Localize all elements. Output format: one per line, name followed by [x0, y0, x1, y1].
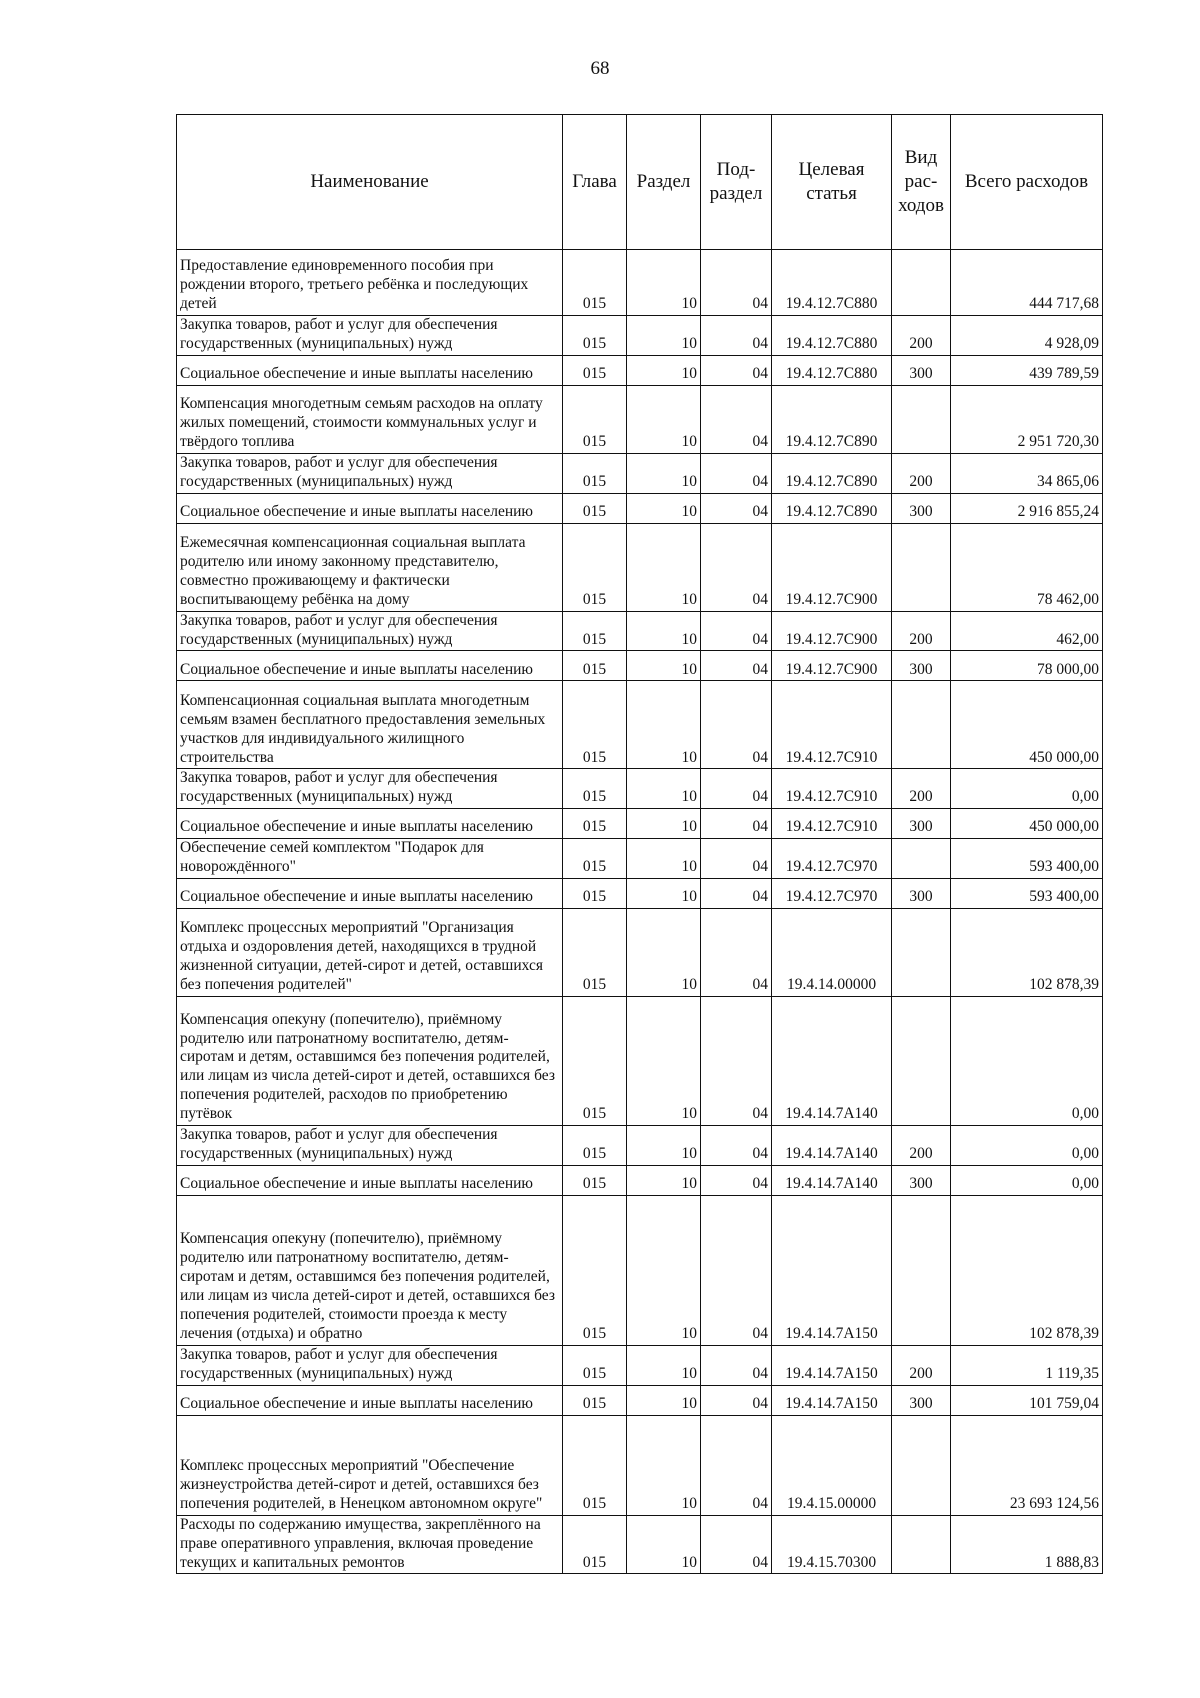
row-section-cell: 10	[627, 909, 701, 997]
table-row	[177, 1195, 1103, 1345]
row-kind-cell: 300	[892, 809, 951, 839]
row-chapter-cell: 015	[563, 1385, 627, 1415]
row-total-cell: 34 865,06	[951, 453, 1103, 493]
table-row	[177, 523, 1103, 611]
row-target-cell: 19.4.12.7С900	[772, 651, 892, 681]
header-expense-type: Вид рас- ходов	[892, 115, 951, 250]
row-total-cell: 0,00	[951, 1126, 1103, 1166]
row-subsection-cell: 04	[701, 493, 772, 523]
row-kind-cell	[892, 909, 951, 997]
row-name-cell: Социальное обеспечение и иные выплаты населению	[177, 1385, 563, 1415]
table-row	[177, 879, 1103, 909]
row-target-cell: 19.4.12.7С910	[772, 681, 892, 769]
row-chapter-cell: 015	[563, 1165, 627, 1195]
row-target-cell: 19.4.14.7А150	[772, 1195, 892, 1345]
row-subsection-cell: 04	[701, 1385, 772, 1415]
row-section-cell: 10	[627, 385, 701, 453]
table-row	[177, 909, 1103, 997]
row-name-cell: Закупка товаров, работ и услуг для обеспечения государственных (муниципальных) нужд	[177, 316, 563, 356]
row-target-cell: 19.4.12.7С900	[772, 523, 892, 611]
row-total-cell: 444 717,68	[951, 250, 1103, 316]
row-target-cell: 19.4.14.7А150	[772, 1345, 892, 1385]
row-chapter-cell: 015	[563, 839, 627, 879]
row-kind-cell	[892, 1195, 951, 1345]
row-total-cell: 450 000,00	[951, 809, 1103, 839]
row-subsection-cell: 04	[701, 879, 772, 909]
row-kind-cell: 200	[892, 769, 951, 809]
row-section-cell: 10	[627, 1385, 701, 1415]
row-chapter-cell: 015	[563, 879, 627, 909]
header-name: Наименование	[177, 115, 563, 250]
table-header-row	[177, 115, 1103, 250]
row-target-cell: 19.4.15.70300	[772, 1515, 892, 1574]
row-subsection-cell: 04	[701, 839, 772, 879]
row-kind-cell: 200	[892, 1345, 951, 1385]
row-section-cell: 10	[627, 523, 701, 611]
row-section-cell: 10	[627, 1126, 701, 1166]
row-subsection-cell: 04	[701, 1126, 772, 1166]
row-name-cell: Закупка товаров, работ и услуг для обеспечения государственных (муниципальных) нужд	[177, 611, 563, 651]
row-target-cell: 19.4.12.7С910	[772, 769, 892, 809]
row-name-cell: Компенсация опекуну (попечителю), приёмному родителю или патронатному воспитателю, детям-сиротам и детям, оставшимся без попечения родителей, или лицам из числа детей-сирот и детей, оставшихся без попечения родителей, расходов по приобретению путёвок	[177, 997, 563, 1126]
header-subsection: Под- раздел	[701, 115, 772, 250]
row-total-cell: 450 000,00	[951, 681, 1103, 769]
row-name-cell: Закупка товаров, работ и услуг для обеспечения государственных (муниципальных) нужд	[177, 1345, 563, 1385]
row-chapter-cell: 015	[563, 1195, 627, 1345]
table-row	[177, 651, 1103, 681]
row-name-cell: Комплекс процессных мероприятий "Организация отдыха и оздоровления детей, находящихся в трудной жизненной ситуации, детей-сирот и детей, оставшихся без попечения родителей"	[177, 909, 563, 997]
row-total-cell: 78 000,00	[951, 651, 1103, 681]
row-chapter-cell: 015	[563, 769, 627, 809]
row-name-cell: Социальное обеспечение и иные выплаты населению	[177, 493, 563, 523]
row-target-cell: 19.4.12.7С900	[772, 611, 892, 651]
row-chapter-cell: 015	[563, 611, 627, 651]
row-section-cell: 10	[627, 839, 701, 879]
row-chapter-cell: 015	[563, 651, 627, 681]
row-name-cell: Компенсация многодетным семьям расходов на оплату жилых помещений, стоимости коммунальных услуг и твёрдого топлива	[177, 385, 563, 453]
row-name-cell: Социальное обеспечение и иные выплаты населению	[177, 1165, 563, 1195]
row-name-cell: Закупка товаров, работ и услуг для обеспечения государственных (муниципальных) нужд	[177, 453, 563, 493]
row-kind-cell: 200	[892, 453, 951, 493]
row-chapter-cell: 015	[563, 523, 627, 611]
row-subsection-cell: 04	[701, 1415, 772, 1515]
row-name-cell: Ежемесячная компенсационная социальная выплата родителю или иному законному представителю, совместно проживающему и фактически воспитывающему ребёнка на дому	[177, 523, 563, 611]
table-row	[177, 1165, 1103, 1195]
row-section-cell: 10	[627, 1165, 701, 1195]
row-chapter-cell: 015	[563, 1345, 627, 1385]
row-chapter-cell: 015	[563, 1415, 627, 1515]
row-target-cell: 19.4.12.7С880	[772, 316, 892, 356]
header-chapter: Глава	[563, 115, 627, 250]
row-total-cell: 2 916 855,24	[951, 493, 1103, 523]
row-subsection-cell: 04	[701, 355, 772, 385]
row-chapter-cell: 015	[563, 909, 627, 997]
row-subsection-cell: 04	[701, 385, 772, 453]
row-kind-cell	[892, 681, 951, 769]
row-total-cell: 23 693 124,56	[951, 1415, 1103, 1515]
row-target-cell: 19.4.12.7С970	[772, 879, 892, 909]
row-section-cell: 10	[627, 611, 701, 651]
row-name-cell: Обеспечение семей комплектом "Подарок для новорождённого"	[177, 839, 563, 879]
row-kind-cell: 200	[892, 611, 951, 651]
row-subsection-cell: 04	[701, 611, 772, 651]
row-target-cell: 19.4.14.7А140	[772, 997, 892, 1126]
row-target-cell: 19.4.14.00000	[772, 909, 892, 997]
header-target-article: Целевая статья	[772, 115, 892, 250]
row-subsection-cell: 04	[701, 809, 772, 839]
row-target-cell: 19.4.12.7С970	[772, 839, 892, 879]
table-row	[177, 809, 1103, 839]
row-total-cell: 4 928,09	[951, 316, 1103, 356]
row-section-cell: 10	[627, 769, 701, 809]
table-row	[177, 316, 1103, 356]
row-total-cell: 101 759,04	[951, 1385, 1103, 1415]
row-total-cell: 439 789,59	[951, 355, 1103, 385]
row-name-cell: Компенсационная социальная выплата многодетным семьям взамен бесплатного предоставления земельных участков для индивидуального жилищного строительства	[177, 681, 563, 769]
row-subsection-cell: 04	[701, 909, 772, 997]
row-chapter-cell: 015	[563, 493, 627, 523]
row-subsection-cell: 04	[701, 997, 772, 1126]
row-total-cell: 78 462,00	[951, 523, 1103, 611]
row-chapter-cell: 015	[563, 1515, 627, 1574]
table-row	[177, 611, 1103, 651]
row-kind-cell	[892, 839, 951, 879]
row-name-cell: Социальное обеспечение и иные выплаты населению	[177, 651, 563, 681]
row-chapter-cell: 015	[563, 355, 627, 385]
row-chapter-cell: 015	[563, 1126, 627, 1166]
row-kind-cell: 300	[892, 1165, 951, 1195]
row-kind-cell: 300	[892, 1385, 951, 1415]
row-kind-cell: 200	[892, 316, 951, 356]
page-number: 68	[590, 58, 610, 79]
row-subsection-cell: 04	[701, 250, 772, 316]
row-kind-cell: 300	[892, 879, 951, 909]
row-chapter-cell: 015	[563, 316, 627, 356]
row-subsection-cell: 04	[701, 769, 772, 809]
row-total-cell: 0,00	[951, 769, 1103, 809]
row-name-cell: Предоставление единовременного пособия при рождении второго, третьего ребёнка и последующих детей	[177, 250, 563, 316]
row-total-cell: 102 878,39	[951, 909, 1103, 997]
table-row	[177, 250, 1103, 316]
row-kind-cell: 200	[892, 1126, 951, 1166]
table-row	[177, 997, 1103, 1126]
row-target-cell: 19.4.14.7А150	[772, 1385, 892, 1415]
table-row	[177, 769, 1103, 809]
row-section-cell: 10	[627, 809, 701, 839]
row-target-cell: 19.4.12.7С880	[772, 355, 892, 385]
row-chapter-cell: 015	[563, 385, 627, 453]
row-total-cell: 2 951 720,30	[951, 385, 1103, 453]
row-name-cell: Компенсация опекуну (попечителю), приёмному родителю или патронатному воспитателю, детям-сиротам и детям, оставшимся без попечения родителей, или лицам из числа детей-сирот и детей, оставшихся без попечения родителей, стоимости проезда к месту лечения (отдыха) и обратно	[177, 1195, 563, 1345]
row-kind-cell: 300	[892, 355, 951, 385]
row-section-cell: 10	[627, 1345, 701, 1385]
row-subsection-cell: 04	[701, 523, 772, 611]
row-target-cell: 19.4.12.7С890	[772, 493, 892, 523]
row-section-cell: 10	[627, 355, 701, 385]
row-chapter-cell: 015	[563, 250, 627, 316]
row-kind-cell: 300	[892, 493, 951, 523]
table-row	[177, 1515, 1103, 1574]
row-section-cell: 10	[627, 1415, 701, 1515]
row-target-cell: 19.4.15.00000	[772, 1415, 892, 1515]
row-section-cell: 10	[627, 681, 701, 769]
row-chapter-cell: 015	[563, 681, 627, 769]
row-subsection-cell: 04	[701, 681, 772, 769]
row-section-cell: 10	[627, 453, 701, 493]
row-kind-cell	[892, 1415, 951, 1515]
table-row	[177, 493, 1103, 523]
row-name-cell: Расходы по содержанию имущества, закреплённого на праве оперативного управления, включая проведение текущих и капитальных ремонтов	[177, 1515, 563, 1574]
table-row	[177, 355, 1103, 385]
row-target-cell: 19.4.12.7С910	[772, 809, 892, 839]
row-kind-cell: 300	[892, 651, 951, 681]
row-name-cell: Закупка товаров, работ и услуг для обеспечения государственных (муниципальных) нужд	[177, 1126, 563, 1166]
row-section-cell: 10	[627, 651, 701, 681]
row-total-cell: 462,00	[951, 611, 1103, 651]
row-kind-cell	[892, 385, 951, 453]
row-name-cell: Закупка товаров, работ и услуг для обеспечения государственных (муниципальных) нужд	[177, 769, 563, 809]
row-kind-cell	[892, 250, 951, 316]
row-kind-cell	[892, 997, 951, 1126]
row-total-cell: 1 119,35	[951, 1345, 1103, 1385]
row-total-cell: 0,00	[951, 1165, 1103, 1195]
table-row	[177, 839, 1103, 879]
table-row	[177, 453, 1103, 493]
header-section: Раздел	[627, 115, 701, 250]
row-name-cell: Социальное обеспечение и иные выплаты населению	[177, 809, 563, 839]
row-section-cell: 10	[627, 879, 701, 909]
row-name-cell: Социальное обеспечение и иные выплаты населению	[177, 355, 563, 385]
row-subsection-cell: 04	[701, 651, 772, 681]
row-total-cell: 102 878,39	[951, 1195, 1103, 1345]
header-total-expenses: Всего расходов	[951, 115, 1103, 250]
row-total-cell: 593 400,00	[951, 839, 1103, 879]
row-target-cell: 19.4.14.7А140	[772, 1165, 892, 1195]
row-chapter-cell: 015	[563, 453, 627, 493]
row-name-cell: Комплекс процессных мероприятий "Обеспечение жизнеустройства детей-сирот и детей, оставшихся без попечения родителей, в Ненецком автономном округе"	[177, 1415, 563, 1515]
row-name-cell: Социальное обеспечение и иные выплаты населению	[177, 879, 563, 909]
table-row	[177, 1345, 1103, 1385]
row-subsection-cell: 04	[701, 1165, 772, 1195]
row-section-cell: 10	[627, 997, 701, 1126]
table-body	[177, 250, 1103, 1574]
row-section-cell: 10	[627, 493, 701, 523]
row-subsection-cell: 04	[701, 1515, 772, 1574]
row-target-cell: 19.4.14.7А140	[772, 1126, 892, 1166]
table-row	[177, 1385, 1103, 1415]
row-subsection-cell: 04	[701, 316, 772, 356]
row-total-cell: 0,00	[951, 997, 1103, 1126]
row-subsection-cell: 04	[701, 1195, 772, 1345]
table-row	[177, 1415, 1103, 1515]
row-section-cell: 10	[627, 250, 701, 316]
row-subsection-cell: 04	[701, 1345, 772, 1385]
budget-table	[176, 114, 1103, 1574]
row-section-cell: 10	[627, 1195, 701, 1345]
row-chapter-cell: 015	[563, 997, 627, 1126]
row-target-cell: 19.4.12.7С880	[772, 250, 892, 316]
row-subsection-cell: 04	[701, 453, 772, 493]
row-section-cell: 10	[627, 1515, 701, 1574]
table-row	[177, 681, 1103, 769]
row-kind-cell	[892, 523, 951, 611]
row-target-cell: 19.4.12.7С890	[772, 453, 892, 493]
row-chapter-cell: 015	[563, 809, 627, 839]
row-target-cell: 19.4.12.7С890	[772, 385, 892, 453]
row-section-cell: 10	[627, 316, 701, 356]
table-row	[177, 385, 1103, 453]
row-total-cell: 593 400,00	[951, 879, 1103, 909]
row-kind-cell	[892, 1515, 951, 1574]
table-row	[177, 1126, 1103, 1166]
row-total-cell: 1 888,83	[951, 1515, 1103, 1574]
